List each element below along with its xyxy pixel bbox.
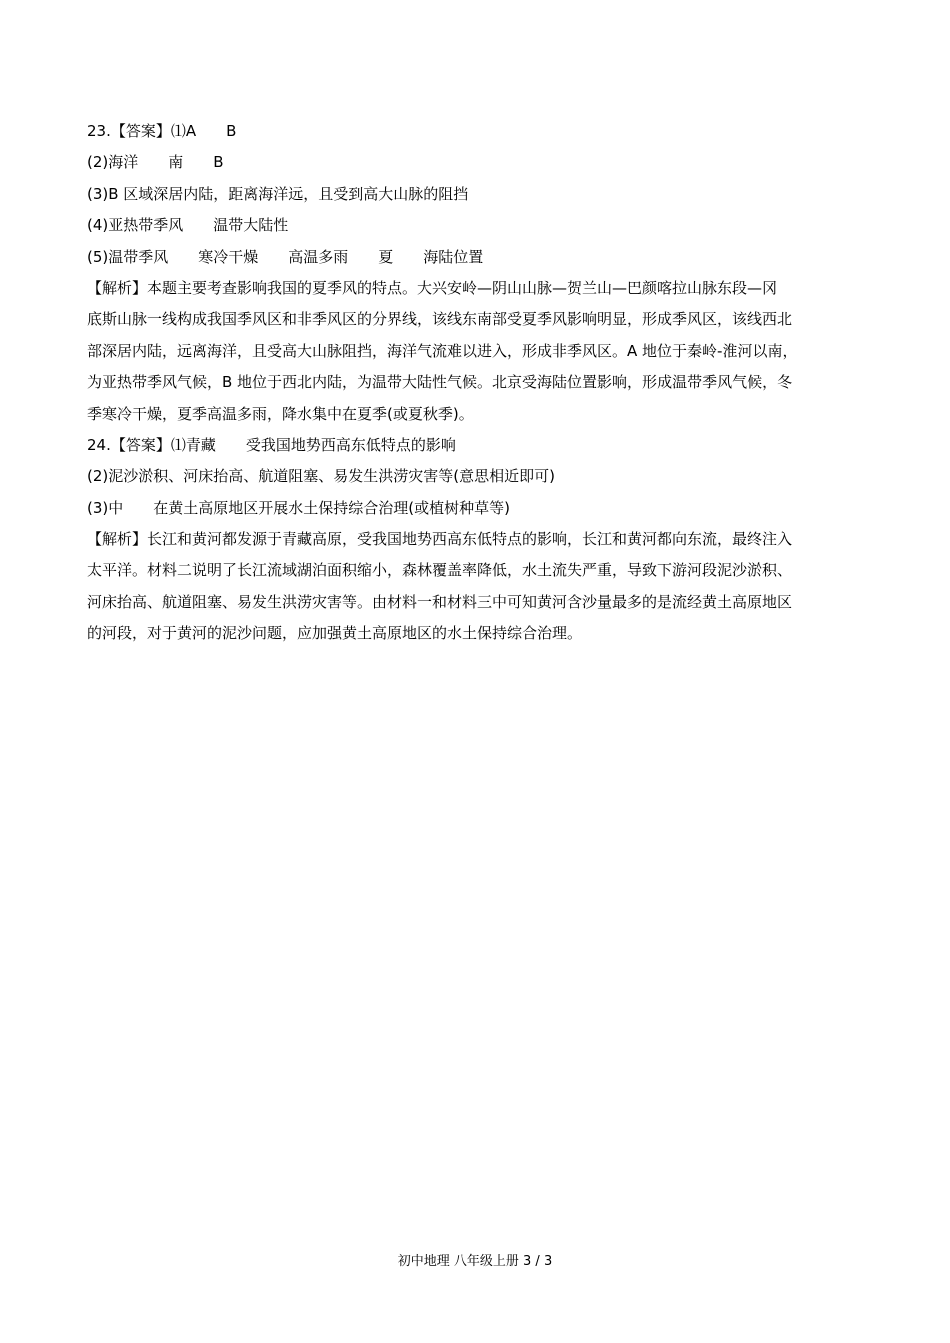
q23-answer-4-a: (4)亚热带季风 [87,216,184,235]
q23-answer-5-b: 寒冷干燥 [198,247,259,266]
q24-answer-1-a: 24.【答案】⑴青藏 [87,435,216,454]
q23-answer-5-c: 高温多雨 [288,247,349,266]
q23-answer-2-c: B [213,153,224,172]
q23-answer-1-a: 23.【答案】⑴A [87,122,197,140]
q23-answer-line-3: (3)B 区域深居内陆，距离海洋远，且受到高大山脉的阻挡 [87,184,469,203]
q23-analysis-line: 【解析】本题主要考查影响我国的夏季风的特点。大兴安岭—阴山山脉—贺兰山—巴颜喀拉山脉东段—冈 [87,278,778,297]
q23-answer-5-e: 海陆位置 [423,247,484,266]
q23-analysis-line: 部深居内陆，远离海洋，且受高大山脉阻挡，海洋气流难以进入，形成非季风区。A 地位于秦岭-淮河以南， [87,341,798,360]
q24-analysis-line: 河床抬高、航道阻塞、易发生洪涝灾害等。由材料一和材料三中可知黄河含沙量最多的是流经黄土高原地区 [87,592,793,611]
q23-analysis-line: 底斯山脉一线构成我国季风区和非季风区的分界线，该线东南部受夏季风影响明显，形成季风区，该线西北 [87,310,793,329]
q23-answer-line-2 [87,147,867,178]
q24-analysis-line: 太平洋。材料二说明了长江流域湖泊面积缩小，森林覆盖率降低，水土流失严重，导致下游河段泥沙淤积、 [87,561,793,580]
q23-answer-5-a: (5)温带季风 [87,247,169,266]
answer-content [87,116,867,650]
q23-answer-4-b: 温带大陆性 [213,216,289,235]
q23-answer-line-5 [87,242,867,273]
q23-analysis [87,273,867,430]
q24-answer-1-b: 受我国地势西高东低特点的影响 [245,435,456,454]
q23-answer-line-4 [87,210,867,241]
q24-answer-3-b: 在黄土高原地区开展水土保持综合治理(或植树种草等) [153,498,510,517]
q23-answer-2-b: 南 [168,153,184,172]
q23-analysis-line: 季寒冷干燥，夏季高温多雨，降水集中在夏季(或夏秋季)。 [87,404,474,423]
page-footer: 初中地理 八年级上册 3 / 3 [397,1254,553,1269]
q24-answer-line-2: (2)泥沙淤积、河床抬高、航道阻塞、易发生洪涝灾害等(意思相近即可) [87,467,555,486]
q23-answer-2-a: (2)海洋 [87,153,139,172]
q24-answer-line-1 [87,430,867,461]
q24-analysis-line: 【解析】长江和黄河都发源于青藏高原，受我国地势西高东低特点的影响，长江和黄河都向东流，最终注入 [87,530,793,549]
q24-answer-3-a: (3)中 [87,498,124,517]
q23-answer-5-d: 夏 [378,247,394,266]
q23-analysis-line: 为亚热带季风气候，B 地位于西北内陆，为温带大陆性气候。北京受海陆位置影响，形成温带季风气候，冬 [87,373,793,392]
q24-analysis-line: 的河段，对于黄河的泥沙问题，应加强黄土高原地区的水土保持综合治理。 [87,624,583,643]
q23-answer-1-b: B [226,122,237,140]
q24-answer-line-3 [87,493,867,524]
q23-answer-line-1 [87,116,867,147]
q24-analysis [87,524,867,650]
